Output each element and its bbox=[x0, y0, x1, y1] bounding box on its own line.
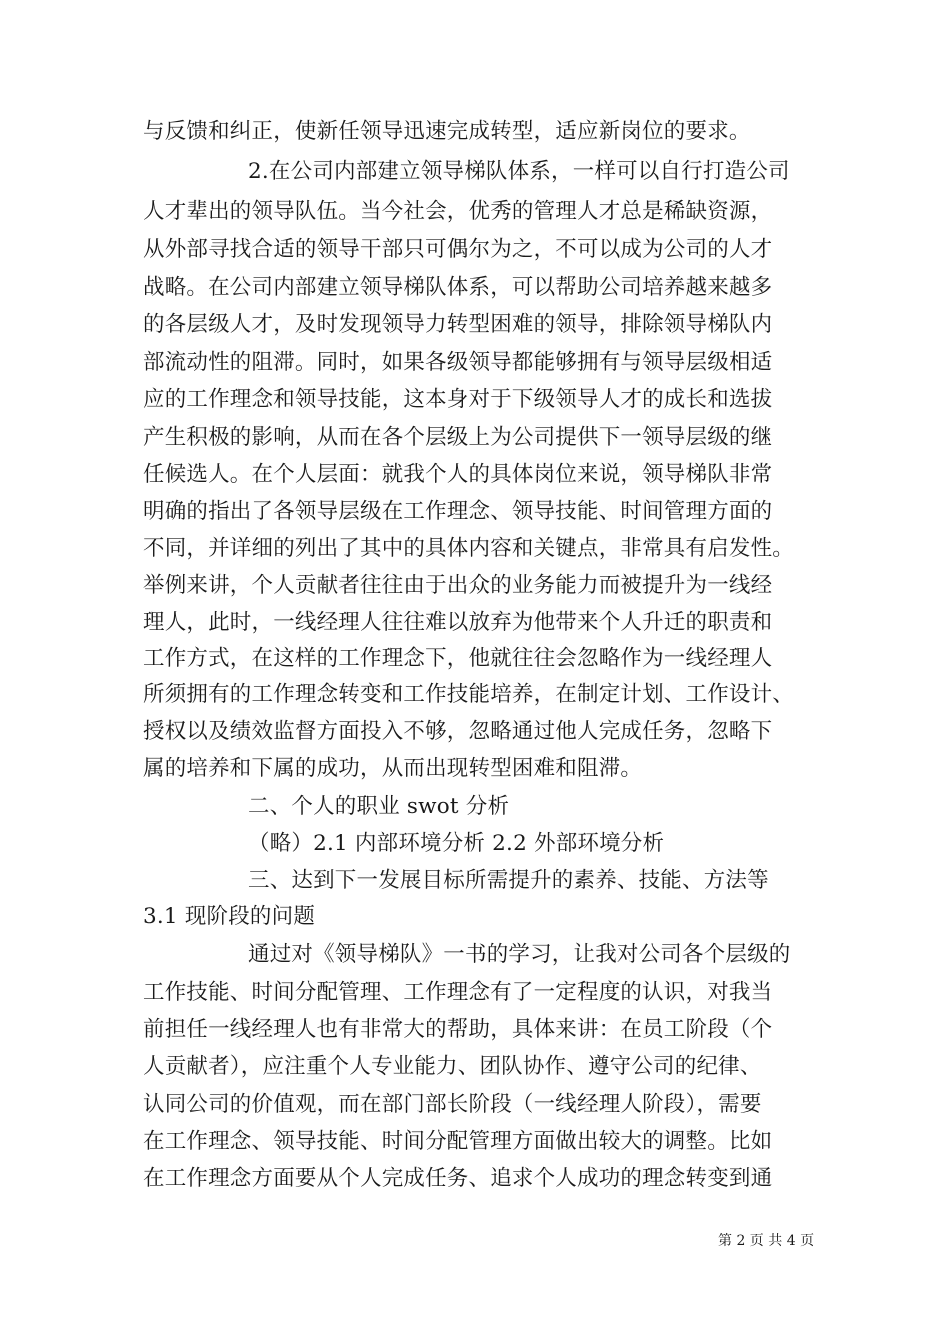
paragraph-line: 人贡献者），应注重个人专业能力、团队协作、遵守公司的纪律、 bbox=[143, 1054, 762, 1079]
section-heading: 二、个人的职业 swot 分析 bbox=[248, 794, 510, 819]
paragraph-line: 通过对《领导梯队》一书的学习，让我对公司各个层级的 bbox=[248, 942, 791, 967]
paragraph-line: 举例来讲，个人贡献者往往由于出众的业务能力而被提升为一线经 bbox=[143, 573, 773, 598]
paragraph-line: 从外部寻找合适的领导干部只可偶尔为之，不可以成为公司的人才 bbox=[143, 237, 773, 262]
paragraph-line: 工作技能、时间分配管理、工作理念有了一定程度的认识，对我当 bbox=[143, 980, 773, 1005]
paragraph-line: 战略。在公司内部建立领导梯队体系，可以帮助公司培养越来越多 bbox=[143, 275, 773, 300]
page-number: 第 2 页 共 4 页 bbox=[718, 1233, 815, 1249]
paragraph-line: 在工作理念、领导技能、时间分配管理方面做出较大的调整。比如 bbox=[143, 1129, 773, 1154]
paragraph-line: 人才辈出的领导队伍。当今社会，优秀的管理人才总是稀缺资源， bbox=[143, 199, 773, 224]
paragraph-line: 与反馈和纠正，使新任领导迅速完成转型，适应新岗位的要求。 bbox=[143, 119, 751, 144]
section-heading: 三、达到下一发展目标所需提升的素养、技能、方法等 bbox=[248, 868, 769, 893]
paragraph-line: 理人，此时，一线经理人往往难以放弃为他带来个人升迁的职责和 bbox=[143, 610, 773, 635]
paragraph-line: 在工作理念方面要从个人完成任务、追求个人成功的理念转变到通 bbox=[143, 1166, 773, 1191]
paragraph-line: 前担任一线经理人也有非常大的帮助，具体来讲：在员工阶段（个 bbox=[143, 1017, 773, 1042]
paragraph-line: 工作方式，在这样的工作理念下，他就往往会忽略作为一线经理人 bbox=[143, 646, 773, 671]
paragraph-line: 2.在公司内部建立领导梯队体系，一样可以自行打造公司 bbox=[248, 159, 790, 184]
subsection-heading: 3.1 现阶段的问题 bbox=[143, 904, 316, 929]
paragraph-line: 授权以及绩效监督方面投入不够，忽略通过他人完成任务，忽略下 bbox=[143, 719, 773, 744]
paragraph-line: 任候选人。在个人层面：就我个人的具体岗位来说，领导梯队非常 bbox=[143, 462, 773, 487]
paragraph-line: 认同公司的价值观，而在部门部长阶段（一线经理人阶段），需要 bbox=[143, 1092, 762, 1117]
paragraph-line: 所须拥有的工作理念转变和工作技能培养，在制定计划、工作设计、 bbox=[143, 682, 795, 707]
paragraph-line: 明确的指出了各领导层级在工作理念、领导技能、时间管理方面的 bbox=[143, 499, 773, 524]
paragraph-line: 的各层级人才，及时发现领导力转型困难的领导，排除领导梯队内 bbox=[143, 312, 773, 337]
paragraph-line: 不同，并详细的列出了其中的具体内容和关键点，非常具有启发性。 bbox=[143, 536, 795, 561]
paragraph-line: 应的工作理念和领导技能，这本身对于下级领导人才的成长和选拔 bbox=[143, 387, 773, 412]
paragraph-line: 属的培养和下属的成功，从而出现转型困难和阻滞。 bbox=[143, 756, 643, 781]
paragraph-line: 部流动性的阻滞。同时，如果各级领导都能够拥有与领导层级相适 bbox=[143, 350, 773, 375]
paragraph-line: （略）2.1 内部环境分析 2.2 外部环境分析 bbox=[248, 831, 665, 856]
paragraph-line: 产生积极的影响，从而在各个层级上为公司提供下一领导层级的继 bbox=[143, 425, 773, 450]
